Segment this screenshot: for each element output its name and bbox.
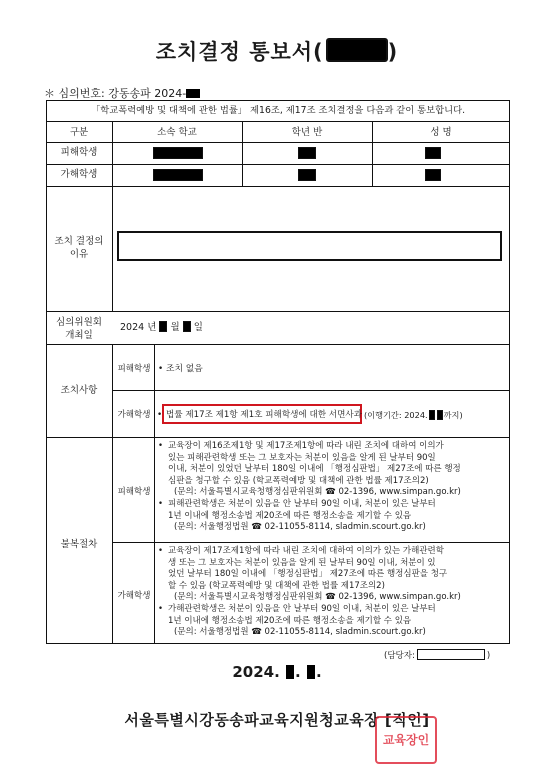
appeal-line: (문의: 서울특별시교육청행정심판위원회 ☎ 02-1396, www.simpan.go.kr)	[174, 592, 461, 603]
bullet: •	[158, 498, 164, 509]
redacted-offender-class	[298, 169, 316, 181]
measures-offender-period	[364, 409, 463, 422]
appeal-line: 심판을 청구할 수 있음 (학교폭력예방 및 대책에 관한 법률 제17조의2)	[168, 475, 429, 486]
redacted-meeting-month	[159, 321, 167, 332]
col-name: 성 명	[430, 127, 452, 138]
appeal-line: 1년 이내에 행정소송법 제20조에 따른 행정소송을 제기할 수 있음	[168, 615, 412, 626]
redacted-title-number	[326, 38, 388, 62]
appeal-label: 불복절차	[60, 539, 98, 550]
appeal-victim-item-1	[158, 441, 508, 499]
row-offender-label: 가해학생	[60, 169, 98, 180]
measures-victim-label: 피해학생	[117, 364, 151, 374]
divider	[46, 344, 510, 345]
meeting-day: 일	[193, 322, 203, 333]
redacted-period-day	[437, 410, 443, 420]
reason-label	[46, 235, 112, 261]
divider	[112, 121, 113, 311]
appeal-offender-label: 가해학생	[117, 591, 151, 601]
officer-line	[384, 649, 490, 663]
appeal-line: (문의: 서울특별시교육청행정심판위원회 ☎ 02-1396, www.simpan.go.kr)	[174, 487, 461, 498]
meeting-label-line1: 심의위원회	[56, 317, 102, 328]
appeal-line: (문의: 서울행정법원 ☎ 02-11055-8114, sladmin.scourt.go.kr)	[174, 522, 426, 533]
appeal-victim-block	[158, 441, 508, 534]
period-prefix: (이행기간: 2024.	[364, 410, 428, 420]
redacted-issue-day	[307, 665, 315, 679]
col-class: 학년 반	[291, 127, 323, 138]
appeal-line: 생 또는 그 보호자는 처분이 있음을 알게 된 날부터 90일 이내, 처분이 있	[168, 557, 436, 568]
divider	[46, 311, 510, 312]
redacted-offender-name	[425, 169, 441, 181]
meeting-year: 2024 년	[120, 322, 157, 333]
appeal-offender-item-2	[158, 604, 508, 639]
redacted-reason	[117, 231, 502, 261]
appeal-line: 교육장이 제17조제1항에 따라 내린 조치에 대하여 이의가 있는 가해관련학	[168, 546, 444, 556]
title-close: )	[387, 40, 399, 64]
appeal-victim-label: 피해학생	[117, 487, 151, 497]
measures-label: 조치사항	[60, 385, 98, 396]
divider	[154, 344, 155, 644]
divider	[46, 121, 510, 122]
divider	[46, 186, 510, 187]
intro-text: 「학교폭력예방 및 대책에 관한 법률」 제16조, 제17조 조치결정을 다음과 같이 통보합니다.	[90, 105, 466, 116]
appeal-line: 이내, 처분이 있었던 날부터 180일 이내에 「행정심판법」 제27조에 따른 행정	[168, 464, 461, 475]
appeal-line: 교육장이 제16조제1항 및 제17조제1항에 따라 내린 조치에 대하여 이의가	[168, 441, 444, 451]
meeting-label	[46, 316, 112, 342]
redacted-meeting-day	[183, 321, 191, 332]
meeting-date	[120, 321, 203, 334]
appeal-line: 있는 피해관련학생 또는 그 보호자는 처분이 있음을 알게 된 날부터 90일	[168, 452, 436, 463]
bullet: •	[158, 546, 164, 556]
divider	[46, 437, 510, 438]
appeal-line: 1년 이내에 행정소송법 제20조에 따른 행정소송을 제기할 수 있음	[168, 510, 412, 521]
appeal-line: 피해관련학생은 처분이 있음을 안 날부터 90일 이내, 처분이 있은 날부터	[168, 498, 436, 509]
redacted-victim-class	[298, 147, 316, 159]
bullet: •	[158, 603, 164, 614]
redacted-issue-month	[286, 665, 294, 679]
reason-label-line2: 이유	[69, 249, 89, 260]
divider	[242, 121, 243, 186]
bullet: •	[158, 441, 164, 451]
col-school: 소속 학교	[157, 127, 197, 138]
officer-close: )	[486, 651, 491, 661]
redacted-case-number	[186, 89, 200, 98]
redacted-officer	[417, 649, 485, 660]
redacted-victim-name	[425, 147, 441, 159]
redacted-victim-school	[153, 147, 203, 159]
issue-date: 2024. . .	[232, 663, 322, 681]
divider	[372, 121, 373, 186]
measures-victim-text: • 조치 없음	[158, 364, 203, 374]
period-suffix: 까지)	[443, 410, 463, 420]
appeal-line: 할 수 있음 (학교폭력예방 및 대책에 관한 법률 제17조의2)	[168, 580, 385, 591]
official-seal: 교육장인	[375, 716, 437, 764]
issue-date-year: 2024.	[232, 663, 280, 681]
divider	[46, 142, 510, 143]
appeal-line: 었던 날부터 180일 이내에 「행정심판법」 제27조에 따른 행정심판을 청구	[168, 569, 448, 580]
document-title	[0, 36, 554, 66]
appeal-line: (문의: 서울행정법원 ☎ 02-11055-8114, sladmin.scourt.go.kr)	[174, 627, 426, 638]
case-number	[44, 85, 200, 101]
measures-offender-bullet: •	[157, 410, 163, 420]
divider	[112, 542, 510, 543]
meeting-label-line2: 개최일	[65, 330, 93, 341]
divider	[112, 344, 113, 644]
title-text: 조치결정 통보서(	[155, 40, 324, 64]
redacted-offender-school	[153, 169, 203, 181]
meeting-month: 월	[170, 322, 180, 333]
appeal-offender-item-1	[158, 546, 508, 604]
redacted-period-month	[429, 410, 435, 420]
officer-label: (담당자:	[384, 651, 415, 661]
divider	[112, 390, 510, 391]
reason-label-line1: 조치 결정의	[54, 236, 104, 247]
appeal-offender-block	[158, 546, 508, 639]
divider	[46, 164, 510, 165]
row-victim-label: 피해학생	[60, 147, 98, 158]
measures-offender-text: 법률 제17조 제1항 제1호 피해학생에 대한 서면사과	[166, 410, 362, 420]
case-number-label: ＊ 심의번호: 강동송파 2024-	[44, 87, 187, 100]
appeal-line: 가해관련학생은 처분이 있음을 안 날부터 90일 이내, 처분이 있은 날부터	[168, 603, 436, 614]
appeal-victim-item-2	[158, 499, 508, 534]
issuing-organization: 서울특별시강동송파교육지원청교육장 [직인]	[124, 711, 430, 729]
col-gubun: 구분	[69, 127, 89, 138]
measures-offender-label: 가해학생	[117, 410, 151, 420]
